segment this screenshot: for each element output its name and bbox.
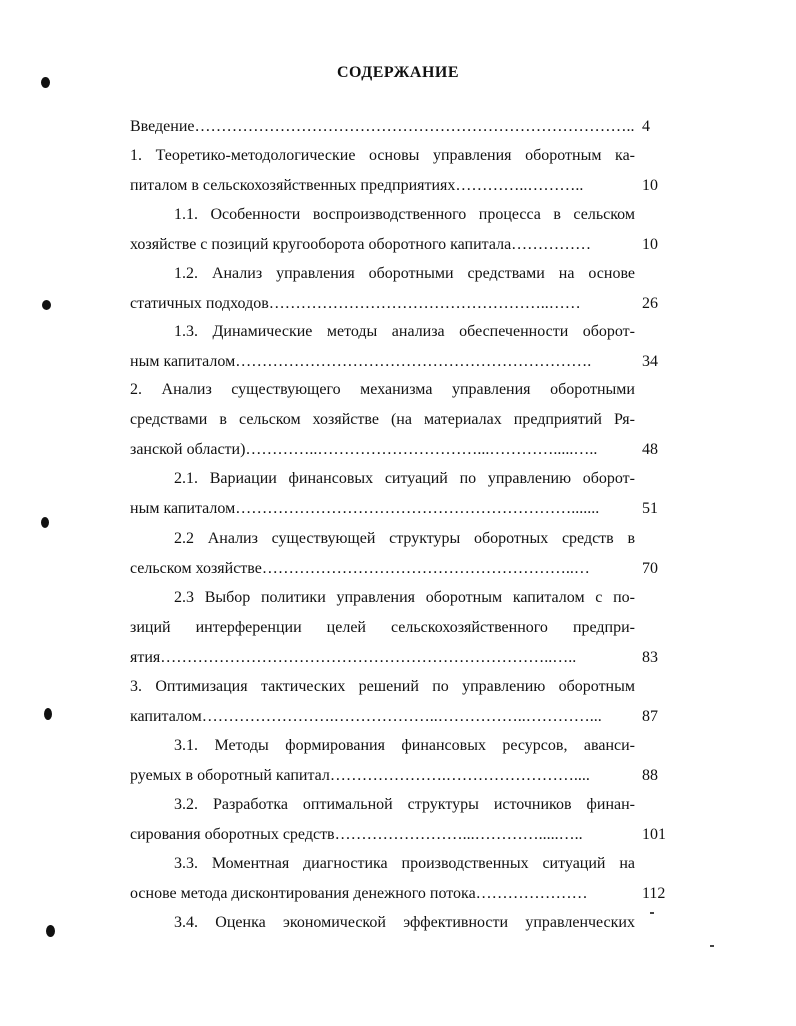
toc-entry-3-page: 87 [642,708,658,725]
page-title: СОДЕРЖАНИЕ [336,64,460,81]
toc-entry-1-3-line-1: 1.3. Динамические методы анализа обеспеченности оборот- [174,323,635,340]
toc-entry-3-line-2: капиталом…………………….………………..……………..…………... [130,708,602,725]
toc-entry-1-line-2: питалом в сельскохозяйственных предприятиях…………..……….. [130,177,584,194]
toc-entry-2-2-page: 70 [642,560,658,577]
toc-entry-2-1-line-1: 2.1. Вариации финансовых ситуаций по управлению оборот- [174,470,635,487]
toc-entry-1-2-page: 26 [642,295,658,312]
toc-entry-2-3-line-2: зиций интерференции целей сельскохозяйственного предпри- [130,619,635,636]
toc-entry-3-1-page: 88 [642,767,658,784]
toc-entry-2-1-line-2: ным капиталом………………………………………………………....... [130,500,600,517]
scan-mark [44,708,52,720]
toc-entry-2-3-page: 83 [642,649,658,666]
toc-entry-2-2-line-2: сельском хозяйстве…………………………………………………..… [130,560,590,577]
toc-entry-1-line-1: 1. Теоретико-методологические основы управления оборотным ка- [130,147,635,164]
toc-entry-1-2-line-1: 1.2. Анализ управления оборотными средствами на основе [174,265,635,282]
scan-mark [41,77,50,88]
toc-entry-1-3-page: 34 [642,353,658,370]
toc-entry-3-2-line-2: сирования оборотных средств……………………...………….....….. [130,826,583,843]
toc-entry-intro-line-1: Введение……………………………………………………………………….. [130,118,635,135]
toc-entry-3-1-line-2: руемых в оборотный капитал………………….…………………….... [130,767,590,784]
toc-entry-2-line-1: 2. Анализ существующего механизма управления оборотными [130,381,635,398]
toc-entry-2-page: 48 [642,441,658,458]
toc-entry-2-3-line-1: 2.3 Выбор политики управления оборотным капиталом с по- [174,589,635,606]
toc-entry-1-1-line-2: хозяйстве с позиций кругооборота оборотного капитала…………… [130,236,592,253]
toc-entry-3-3-line-2: основе метода дисконтирования денежного потока………………… [130,885,588,902]
toc-entry-3-3-page: 112 [642,885,666,902]
toc-entry-2-2-line-1: 2.2 Анализ существующей структуры оборотных средств в [174,530,635,547]
toc-entry-1-1-line-1: 1.1. Особенности воспроизводственного процесса в сельском [174,206,635,223]
scan-mark [42,300,51,310]
toc-entry-3-line-1: 3. Оптимизация тактических решений по управлению оборотным [130,678,635,695]
scan-speck [710,945,714,947]
toc-entry-3-2-line-1: 3.2. Разработка оптимальной структуры источников финан- [174,796,635,813]
toc-entry-1-3-line-2: ным капиталом…………………………………………………………. [130,353,592,370]
toc-entry-1-1-page: 10 [642,236,658,253]
scan-mark [41,517,49,528]
toc-entry-1-page: 10 [642,177,658,194]
toc-entry-3-2-page: 101 [642,826,666,843]
toc-entry-2-line-2: средствами в сельском хозяйстве (на материалах предприятий Ря- [130,411,635,428]
scan-speck [650,912,654,914]
toc-entry-3-3-line-1: 3.3. Моментная диагностика производственных ситуаций на [174,855,635,872]
toc-entry-2-line-3: занской области)…………..…………………………...………….....….. [130,441,598,458]
scan-mark [46,925,55,937]
toc-entry-3-4-line-1: 3.4. Оценка экономической эффективности управленческих [174,914,635,931]
toc-entry-2-1-page: 51 [642,500,658,517]
toc-entry-3-1-line-1: 3.1. Методы формирования финансовых ресурсов, аванси- [174,737,635,754]
toc-entry-2-3-line-3: ятия………………………………………………………………..….. [130,649,577,666]
toc-entry-intro-page: 4 [642,118,650,135]
toc-entry-1-2-line-2: статичных подходов……………………………………………..…… [130,295,581,312]
